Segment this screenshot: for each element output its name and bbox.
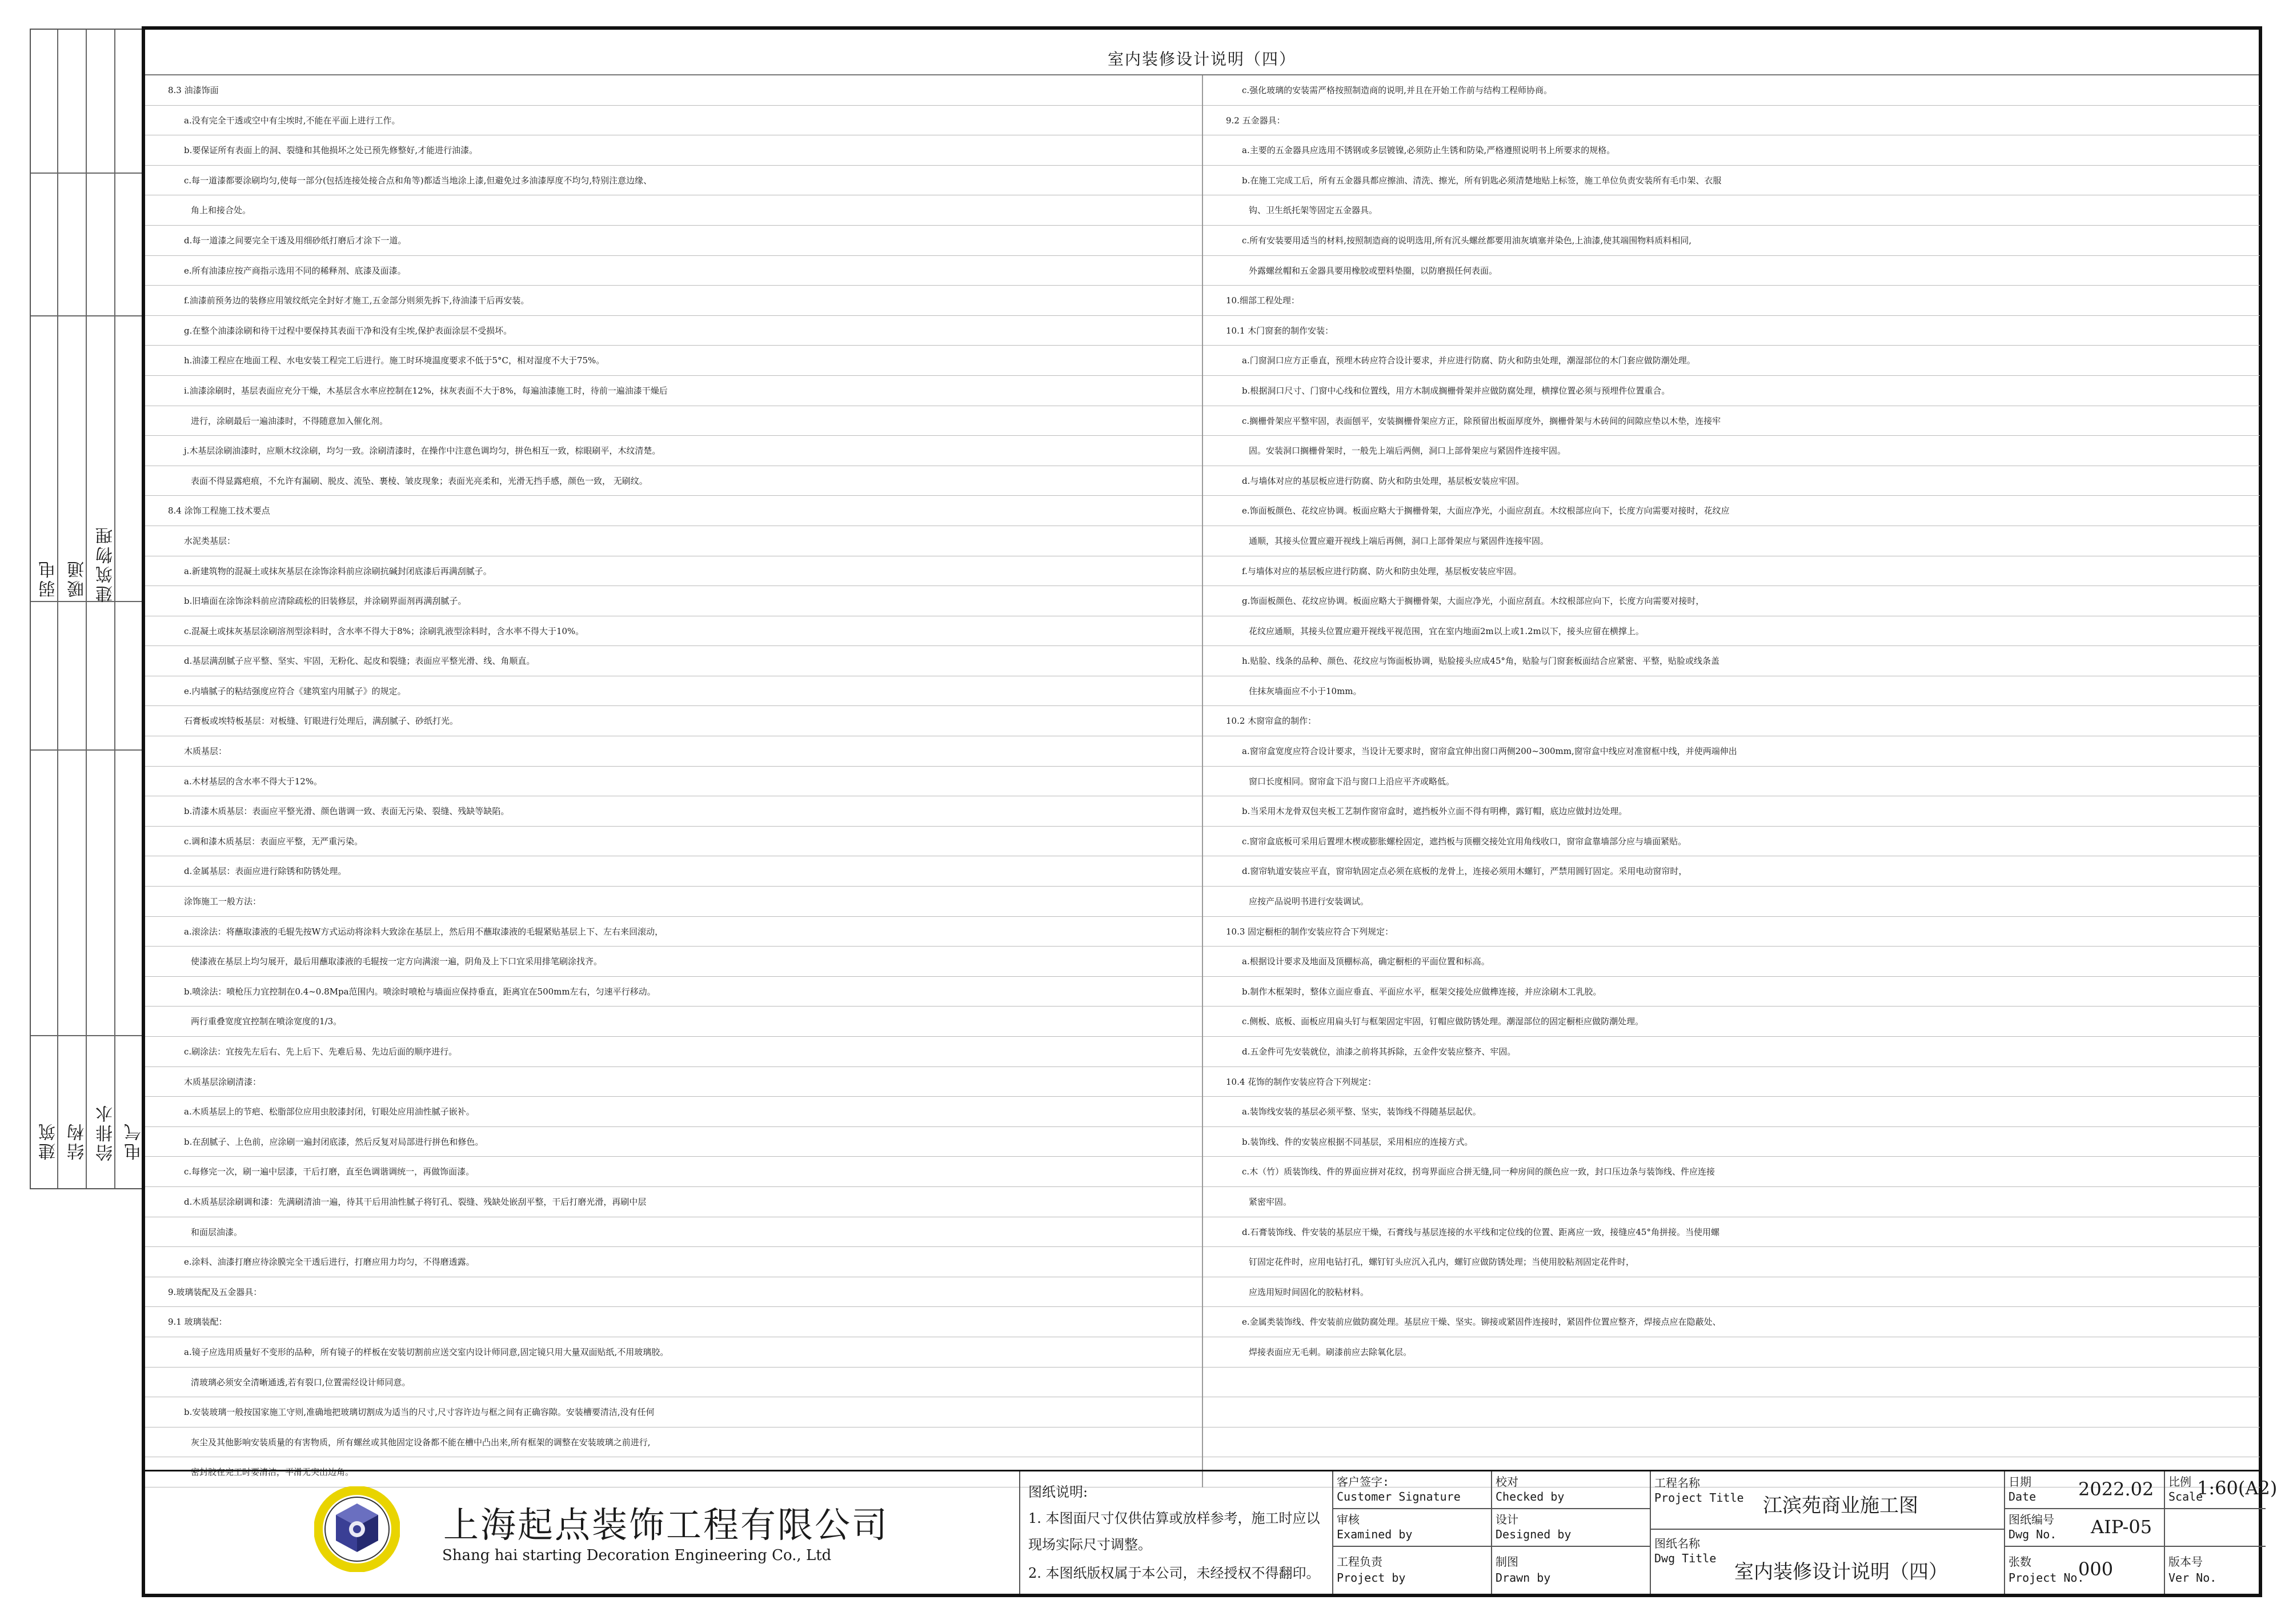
right-notes-column [1202,75,2260,1487]
note-row: g.在整个油漆涂刷和待干过程中要保持其表面干净和没有尘埃,保护表面涂层不受损坏。 [145,316,1202,346]
note-row [1203,1368,2260,1398]
note-row: b.喷涂法：喷枪压力宜控制在0.4~0.8Mpa范围内。喷涂时喷枪与墙面应保持垂直，距离宜在500mm左右，匀速平行移动。 [145,977,1202,1007]
note-row: 住抹灰墙面应不小于10mm。 [1203,676,2260,707]
note-row: f.与墙体对应的基层板应进行防腐、防火和防虫处理，基层板安装应牢固。 [1203,556,2260,587]
note-row: 应按产品说明书进行安装调试。 [1203,887,2260,917]
note-row: a.装饰线安装的基层必须平整、坚实，装饰线不得随基层起伏。 [1203,1097,2260,1127]
note-row: b.当采用木龙骨双包夹板工艺制作窗帘盒时，遮挡板外立面不得有明榫，露钉帽，底边应做封边处理。 [1203,796,2260,827]
note-row: 石膏板或埃特板基层：对板缝、钉眼进行处理后，满刮腻子、砂纸打光。 [145,706,1202,736]
note-row: a.木材基层的含水率不得大于12%。 [145,767,1202,797]
note-row: b.根据洞口尺寸、门窗中心线和位置线，用方木制成搁栅骨架并应做防腐处理，横撑位置必须与预埋件位置重合。 [1203,376,2260,406]
note-row: 9.2 五金器具： [1203,106,2260,136]
note-row: c.每一道漆都要涂刷均匀,使每一部分(包括连接处接合点和角等)都适当地涂上漆,但避免过多油漆厚度不均匀,特别注意边缘、 [145,166,1202,196]
dwg-no-cell: 图纸编号 Dwg No. AIP-05 [2005,1509,2165,1547]
note-line: 1. 本图面尺寸仅供估算或放样参考，施工时应以 [1028,1510,1320,1526]
title-block [1332,1471,2278,1594]
date-cell: 日期 Date 2022.02 [2005,1471,2165,1509]
scale-cell: 比例 Scale 1:60(A2) [2165,1471,2266,1509]
discipline-strip [30,29,143,1189]
note-row: 木质基层： [145,736,1202,767]
note-row: 10.2 木窗帘盒的制作： [1203,706,2260,736]
note-row: d.五金件可先安装就位，油漆之前将其拆除，五金件安装应整齐、牢固。 [1203,1037,2260,1067]
note-row: 进行，涂刷最后一遍油漆时，不得随意加入催化剂。 [145,406,1202,436]
title-block-area [145,1470,2278,1594]
discipline-label: 弱电 [39,559,59,598]
note-row: 紧密牢固。 [1203,1187,2260,1217]
scale-value: 1:60(A2) [2197,1477,2278,1499]
note-row: b.在施工完成工后，所有五金器具都应擦油、清洗、擦光，所有钥匙必须清楚地贴上标签，施工单位负责安装所有毛巾架、衣服 [1203,166,2260,196]
note-row: 10.细部工程处理： [1203,286,2260,316]
note-row: b.安装玻璃一般按国家施工守则,准确地把玻璃切割成为适当的尺寸,尺寸容许边与框之间有正确容隙。安装槽要清洁,没有任何 [145,1397,1202,1427]
discipline-label: 结构 [67,1121,87,1160]
drawn-by-cell: 制图 Drawn by [1492,1547,1651,1594]
note-row: e.饰面板颜色、花纹应协调。板面应略大于搁栅骨架，大面应净光，小面应刮直。木纹根部应向下，长度方向需要对接时，花纹应 [1203,496,2260,526]
note-row: a.滚涂法：将蘸取漆液的毛辊先按W方式运动将涂料大致涂在基层上，然后用不蘸取漆液的毛辊紧贴基层上下、左右来回滚动， [145,917,1202,947]
note-row: d.基层满刮腻子应平整、坚实、牢固，无粉化、起皮和裂缝；表面应平整光滑、线、角顺直。 [145,646,1202,676]
note-row: c.所有安装要用适当的材料,按照制造商的说明选用,所有沉头螺丝都要用油灰填塞并染色,上油漆,使其端围物料质料相同, [1203,226,2260,256]
note-row: a.窗帘盒宽度应符合设计要求，当设计无要求时，窗帘盒宜伸出窗口两侧200~300mm,窗帘盒中线应对准窗框中线，并使两端伸出 [1203,736,2260,767]
note-row: 9.玻璃装配及五金器具： [145,1277,1202,1308]
note-row: a.没有完全干透或空中有尘埃时,不能在平面上进行工作。 [145,106,1202,136]
project-no-cell: 张数 Project No. 000 [2005,1547,2165,1594]
company-logo-icon [314,1486,400,1572]
note-row: j.木基层涂刷油漆时，应顺木纹涂刷，均匀一致。涂刷清漆时，在操作中注意色调均匀，拼色相互一致，棕眼刷平，木纹清楚。 [145,436,1202,466]
note-row: c.调和漆木质基层：表面应平整，无严重污染。 [145,827,1202,857]
note-row: e.内墙腻子的粘结强度应符合《建筑室内用腻子》的规定。 [145,676,1202,707]
note-row: 焊接表面应无毛刺。刷漆前应去除氧化层。 [1203,1337,2260,1368]
note-row: d.金属基层：表面应进行除锈和防锈处理。 [145,856,1202,887]
notes-title: 图纸说明: [1028,1484,1088,1500]
note-row: c.强化玻璃的安装需严格按照制造商的说明,并且在开始工作前与结构工程师协商。 [1203,75,2260,106]
note-row: 木质基层涂刷清漆： [145,1067,1202,1097]
note-row: 8.3 油漆饰面 [145,75,1202,106]
note-row: c.搁栅骨架应平整牢固，表面刨平，安装搁栅骨架应方正，除预留出板面厚度外，搁栅骨架与木砖间的间隙应垫以木垫，连接牢 [1203,406,2260,436]
note-row: 外露螺丝帽和五金器具要用橡胶或塑料垫圈，以防磨损任何表面。 [1203,256,2260,286]
note-row [1203,1397,2260,1427]
project-title-value: 江滨苑商业施工图 [1763,1494,1918,1517]
note-row: h.油漆工程应在地面工程、水电安装工程完工后进行。施工时环境温度要求不低于5°C，相对湿度不大于75%。 [145,346,1202,376]
drawing-notes [1019,1471,1333,1594]
left-notes-column [145,75,1202,1487]
project-by-cell: 工程负责 Project by [1333,1547,1492,1594]
note-line: 2. 本图纸版权属于本公司，未经授权不得翻印。 [1028,1565,1320,1581]
note-row: 固。安装洞口搁栅骨架时，一般先上端后两侧，洞口上部骨架应与紧固件连接牢固。 [1203,436,2260,466]
note-row: h.贴脸、线条的品种、颜色、花纹应与饰面板协调，贴脸接头应成45°角，贴脸与门窗套板面结合应紧密、平整，贴脸或线条盖 [1203,646,2260,676]
note-row: 8.4 涂饰工程施工技术要点 [145,496,1202,526]
note-row: d.木质基层涂刷调和漆：先满刷清油一遍，待其干后用油性腻子将钉孔、裂缝、残缺处嵌刮平整，干后打磨光滑，再刷中层 [145,1187,1202,1217]
note-row: c.刷涂法：宜按先左后右、先上后下、先难后易、先边后面的顺序进行。 [145,1037,1202,1067]
date-value: 2022.02 [2078,1478,2154,1500]
note-row: c.混凝土或抹灰基层涂刷溶剂型涂料时，含水率不得大于8%；涂刷乳液型涂料时，含水率不得大于10%。 [145,616,1202,647]
note-row: c.木（竹）质装饰线、件的界面应拼对花纹，拐弯界面应合拼无缝,同一种房间的颜色应一致，封口压边条与装饰线、件应连接 [1203,1157,2260,1187]
blank-cell [2165,1509,2266,1547]
note-row: c.窗帘盒底板可采用后置埋木楔或膨胀螺栓固定，遮挡板与顶棚交接处宜用角线收口，窗帘盒靠墙部分应与墙面紧贴。 [1203,827,2260,857]
discipline-label: 暖通 [67,559,87,598]
company-name-en: Shang hai starting Decoration Engineering Co., Ltd [442,1547,832,1564]
discipline-label: 建筑物理 [96,525,116,603]
note-row: e.涂料、油漆打磨应待涂膜完全干透后进行，打磨应用力均匀，不得磨透露。 [145,1247,1202,1277]
note-row: e.所有油漆应按产商指示选用不同的稀释剂、底漆及面漆。 [145,256,1202,286]
designed-by-cell: 设计 Designed by [1492,1509,1651,1547]
sheet-title: 室内装修设计说明（四） [1107,50,1296,69]
note-row: 表面不得显露疤痕，不允许有漏刷、脱皮、流坠、裹棱、皱皮现象；表面光亮柔和，光滑无挡手感，颜色一致， 无刷纹。 [145,466,1202,496]
note-row: 10.3 固定橱柜的制作安装应符合下列规定： [1203,917,2260,947]
note-row: d.石膏装饰线、件安装的基层应干燥，石膏线与基层连接的水平线和定位线的位置、距离应一致，接缝应45°角拼接。当使用螺 [1203,1217,2260,1248]
note-row: 10.1 木门窗套的制作安装： [1203,316,2260,346]
dwg-title-cell: 图纸名称 Dwg Title 室内装修设计说明（四） [1651,1530,2005,1594]
project-no-value: 000 [2078,1558,2114,1580]
customer-signature-cell: 客户签字: Customer Signature [1333,1471,1492,1509]
dwg-title-value: 室内装修设计说明（四） [1734,1561,1948,1583]
note-row: 窗口长度相同。窗帘盒下沿与窗口上沿应平齐或略低。 [1203,767,2260,797]
note-row: g.饰面板颜色、花纹应协调。板面应略大于搁栅骨架，大面应净光，小面应刮直。木纹根部应向下，长度方向需要对接时， [1203,586,2260,616]
note-row: d.窗帘轨道安装应平直，窗帘轨固定点必须在底板的龙骨上，连接必须用木螺钉，严禁用圆钉固定。采用电动窗帘时， [1203,856,2260,887]
note-row: b.要保证所有表面上的洞、裂缝和其他损坏之处已预先修整好,才能进行油漆。 [145,135,1202,166]
project-title-cell: 工程名称 Project Title 江滨苑商业施工图 [1651,1471,2005,1530]
note-row: 花纹应通顺，其接头位置应避开视线平视范围，宜在室内地面2m以上或1.2m以下，接头应留在横撑上。 [1203,616,2260,647]
company-block [145,1471,1019,1594]
checked-by-cell: 校对 Checked by [1492,1471,1651,1509]
note-row: 和面层油漆。 [145,1217,1202,1248]
note-row: 10.4 花饰的制作安装应符合下列规定： [1203,1067,2260,1097]
note-row: 9.1 玻璃装配： [145,1307,1202,1337]
note-row: i.油漆涂刷时，基层表面应充分干燥，木基层含水率应控制在12%，抹灰表面不大于8%，每遍油漆施工时，待前一遍油漆干燥后 [145,376,1202,406]
note-row: 涂饰施工一般方法： [145,887,1202,917]
note-row: 密封胶在完工时要清洁，平滑无突出边角。 [145,1457,1202,1487]
note-row: 水泥类基层： [145,526,1202,556]
note-line: 现场实际尺寸调整。 [1028,1537,1152,1553]
note-row: 灰尘及其他影响安装质量的有害物质，所有螺丝或其他固定设备都不能在槽中凸出来,所有框架的调整在安装玻璃之前进行, [145,1427,1202,1458]
note-row [1203,1427,2260,1458]
note-row: c.侧板、底板、面板应用扁头钉与框架固定牢固，钉帽应做防锈处理。潮湿部位的固定橱柜应做防潮处理。 [1203,1007,2260,1037]
note-row: 通顺，其接头位置应避开视线上端后再侧，洞口上部骨架应与紧固件连接牢固。 [1203,526,2260,556]
note-row: a.主要的五金器具应选用不锈钢或多层镀镍,必须防止生锈和防染,严格遵照说明书上所要求的规格。 [1203,135,2260,166]
note-row: b.旧墙面在涂饰涂料前应清除疏松的旧装修层，并涂刷界面剂再满刮腻子。 [145,586,1202,616]
examined-by-cell: 审核 Examined by [1333,1509,1492,1547]
note-row: 使漆液在基层上均匀展开，最后用蘸取漆液的毛辊按一定方向满滚一遍，阴角及上下口宜采用排笔刷涂找齐。 [145,947,1202,977]
note-row: a.根据设计要求及地面及顶棚标高，确定橱柜的平面位置和标高。 [1203,947,2260,977]
note-row: e.金属类装饰线、件安装前应做防腐处理。基层应干燥、坚实。铆接或紧固件连接时，紧固件位置应整齐，焊接点应在隐蔽处、 [1203,1307,2260,1337]
note-row: d.每一道漆之间要完全干透及用细砂纸打磨后才涂下一道。 [145,226,1202,256]
discipline-label: 给排水 [96,1103,116,1161]
note-row: 两行重叠宽度宜控制在喷涂宽度的1/3。 [145,1007,1202,1037]
note-row: a.门窗洞口应方正垂直，预埋木砖应符合设计要求，并应进行防腐、防火和防虫处理，潮湿部位的木门套应做防潮处理。 [1203,346,2260,376]
company-name-cn: 上海起点装饰工程有限公司 [443,1504,889,1546]
note-row: d.与墙体对应的基层板应进行防腐、防火和防虫处理，基层板安装应牢固。 [1203,466,2260,496]
ver-no-cell: 版本号 Ver No. [2168,1555,2217,1585]
note-row: a.新建筑物的混凝土或抹灰基层在涂饰涂料前应涂刷抗碱封闭底漆后再满刮腻子。 [145,556,1202,587]
note-row: f.油漆前预务边的装修应用皱纹纸完全封好才施工,五金部分则须先拆下,待油漆干后再安装。 [145,286,1202,316]
drawing-frame [142,26,2278,1597]
dwg-no-value: AIP-05 [2091,1516,2152,1538]
note-row: 清玻璃必须安全清晰通透,若有裂口,位置需经设计师同意。 [145,1368,1202,1398]
note-row: 应选用短时间固化的胶粘材料。 [1203,1277,2260,1308]
discipline-label: 电气 [125,1121,145,1160]
note-row: b.清漆木质基层：表面应平整光滑、颜色谐调一致、表面无污染、裂缝、残缺等缺陷。 [145,796,1202,827]
discipline-label: 建筑 [39,1121,59,1160]
note-row: c.每修完一次，刷一遍中层漆，干后打磨，直至色调谐调统一，再做饰面漆。 [145,1157,1202,1187]
note-row: b.装饰线、件的安装应根据不同基层，采用相应的连接方式。 [1203,1127,2260,1157]
note-row: a.镜子应选用质量好不变形的品种，所有镜子的样板在安装切割前应送交室内设计师同意,固定镜只用大量双面贴纸,不用玻璃胶。 [145,1337,1202,1368]
note-row: a.木质基层上的节疤、松脂部位应用虫胶漆封闭，钉眼处应用油性腻子嵌补。 [145,1097,1202,1127]
note-row: 钩、卫生纸托架等固定五金器具。 [1203,195,2260,226]
note-row: b.在刮腻子、上色前，应涂刷一遍封闭底漆，然后反复对局部进行拼色和修色。 [145,1127,1202,1157]
note-row: b.制作木框架时，整体立面应垂直、平面应水平，框架交接处应做榫连接，并应涂刷木工乳胶。 [1203,977,2260,1007]
note-row: 钉固定花件时，应用电钻打孔，螺钉钉头应沉入孔内，螺钉应做防锈处理；当使用胶粘剂固定花件时， [1203,1247,2260,1277]
note-row: 角上和接合处。 [145,195,1202,226]
